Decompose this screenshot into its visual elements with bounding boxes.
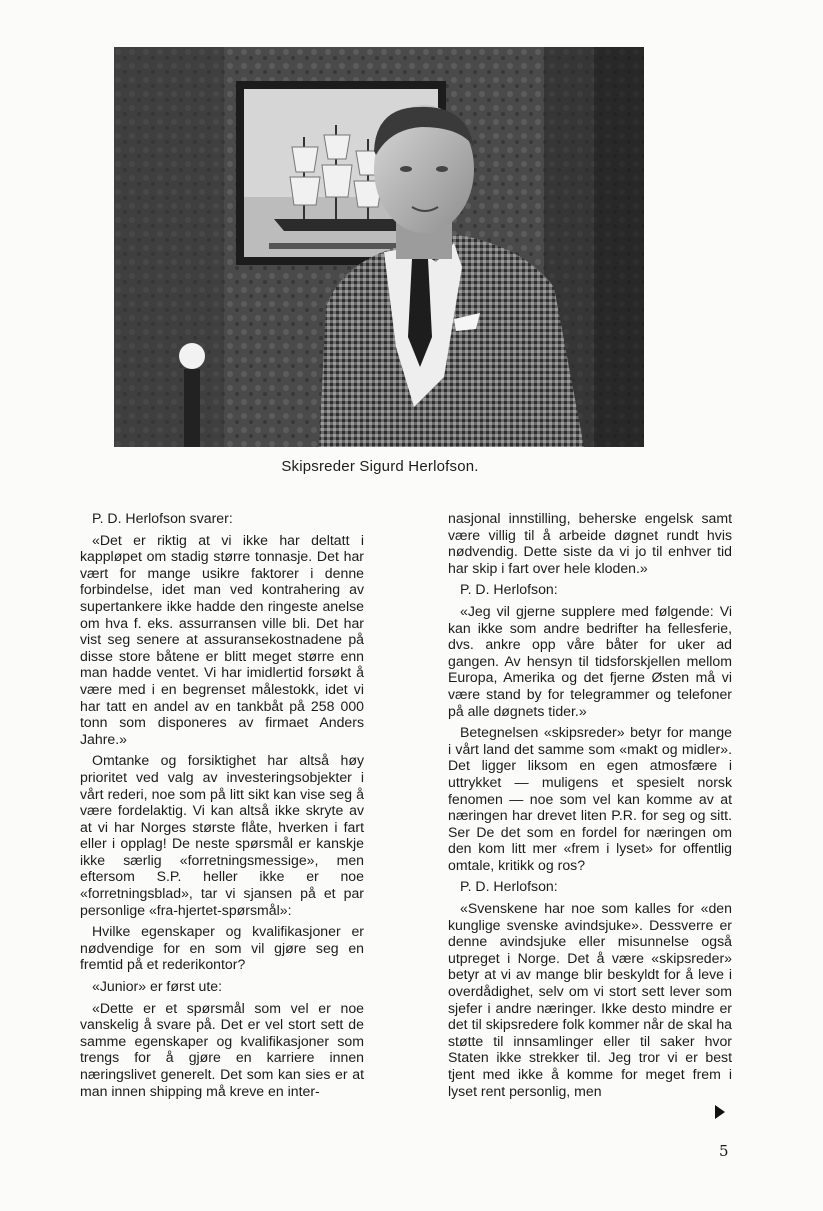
- paragraph: nasjonal innstilling, beherske engelsk samt være villig til å arbeide døgnet rundt hvis nødvendig. Dette siste da vi jo til enhver tid har skip i fart over hele kloden.»: [448, 510, 732, 576]
- left-text-column: [80, 510, 364, 1104]
- portrait-illustration: [114, 47, 644, 447]
- page-number: 5: [719, 1142, 729, 1160]
- speaker-heading: «Junior» er først ute:: [92, 978, 223, 995]
- paragraph: Omtanke og forsiktighet har altså høy prioritet ved valg av investeringsobjekter i vårt rederi, noe som på litt sikt kan vise seg å være fordelaktig. Vi kan altså ikke skryte av at vi har Norges største flåte, hverken i fart eller i opplag! De neste spørsmål er kanskje ikke særlig «forretningsmessige», men eftersom S.P. heller ikke er noe «forretningsblad», tar vi sjansen på et par personlige «fra-hjertet-spørsmål»:: [80, 752, 364, 918]
- portrait-photo: [114, 47, 644, 447]
- paragraph: «Dette er et spørsmål som vel er noe vanskelig å svare på. Det er vel stort sett de samme egenskaper og kvalifikasjoner som trengs for å gjøre en karriere innen næringslivet generelt. Det som kan sies er at man innen shipping må kreve en inter-: [80, 999, 364, 1099]
- photo-caption: Skipsreder Sigurd Herlofson.: [281, 458, 479, 475]
- paragraph: Hvilke egenskaper og kvalifikasjoner er nødvendige for en som vil gjøre seg en fremtid på et rederikontor?: [80, 923, 364, 973]
- continue-arrow-icon: [715, 1105, 725, 1119]
- speaker-heading: P. D. Herlofson svarer:: [92, 510, 233, 526]
- paragraph: «Det er riktig at vi ikke har deltatt i kappløpet om stadig større tonnasje. Det har vært for mange usikre faktorer i denne forbindelse, idet man ved kontrahering av supertankere ikke hadde den ringeste anelse om hva f. eks. assurransen ville bli. Det har vist seg senere at assuransekostnadene på disse store båtene er blitt meget større enn man hadde ventet. Vi har imidlertid forsøkt å være med i en begrenset målestokk, idet vi har tatt en andel av en tankbåt på 258 000 tonn som disponeres av firmaet Anders Jahre.»: [80, 531, 364, 747]
- speaker-heading: P. D. Herlofson:: [460, 878, 558, 895]
- paragraph: «Svenskene har noe som kalles for «den kunglige svenske avindsjuke». Dessverre er denne avindsjuke eller misunnelse også utpreget i Norge. Det å være «skipsreder» betyr at vi av mange blir beskyldt for å leve i overdådighet, selv om vi stort sett lever som sjefer i andre næringer. Ikke desto mindre er det til skipsredere folk kommer når de skal ha støtte til innsamlinger eller til saker hvor Staten ikke strekker til. Jeg tror vi er best tjent med ikke å komme for meget frem i lyset rent personlig, men: [448, 900, 732, 1099]
- right-text-column: [448, 510, 732, 1104]
- speaker-heading: P. D. Herlofson:: [460, 581, 558, 598]
- paragraph: «Jeg vil gjerne supplere med følgende: Vi kan ikke som andre bedrifter ha fellesferie, dvs. ankre opp våre båter for uker ad gangen. Av hensyn til tidsforskjellen mellom Europa, Amerika og det fjerne Østen må vi være stand by for telegrammer og telefoner på alle døgnets tider.»: [448, 602, 732, 719]
- paragraph: Betegnelsen «skipsreder» betyr for mange i vårt land det samme som «makt og midler». Det ligger liksom en egen atmosfære i uttrykket — muligens et spesielt norsk fenomen — noe som vel kan komme av at næringen har drevet liten P.R. for seg og sitt. Ser De det som en fordel for næringen om den kom litt mer «frem i lyset» for offentlig omtale, kritikk og ros?: [448, 724, 732, 873]
